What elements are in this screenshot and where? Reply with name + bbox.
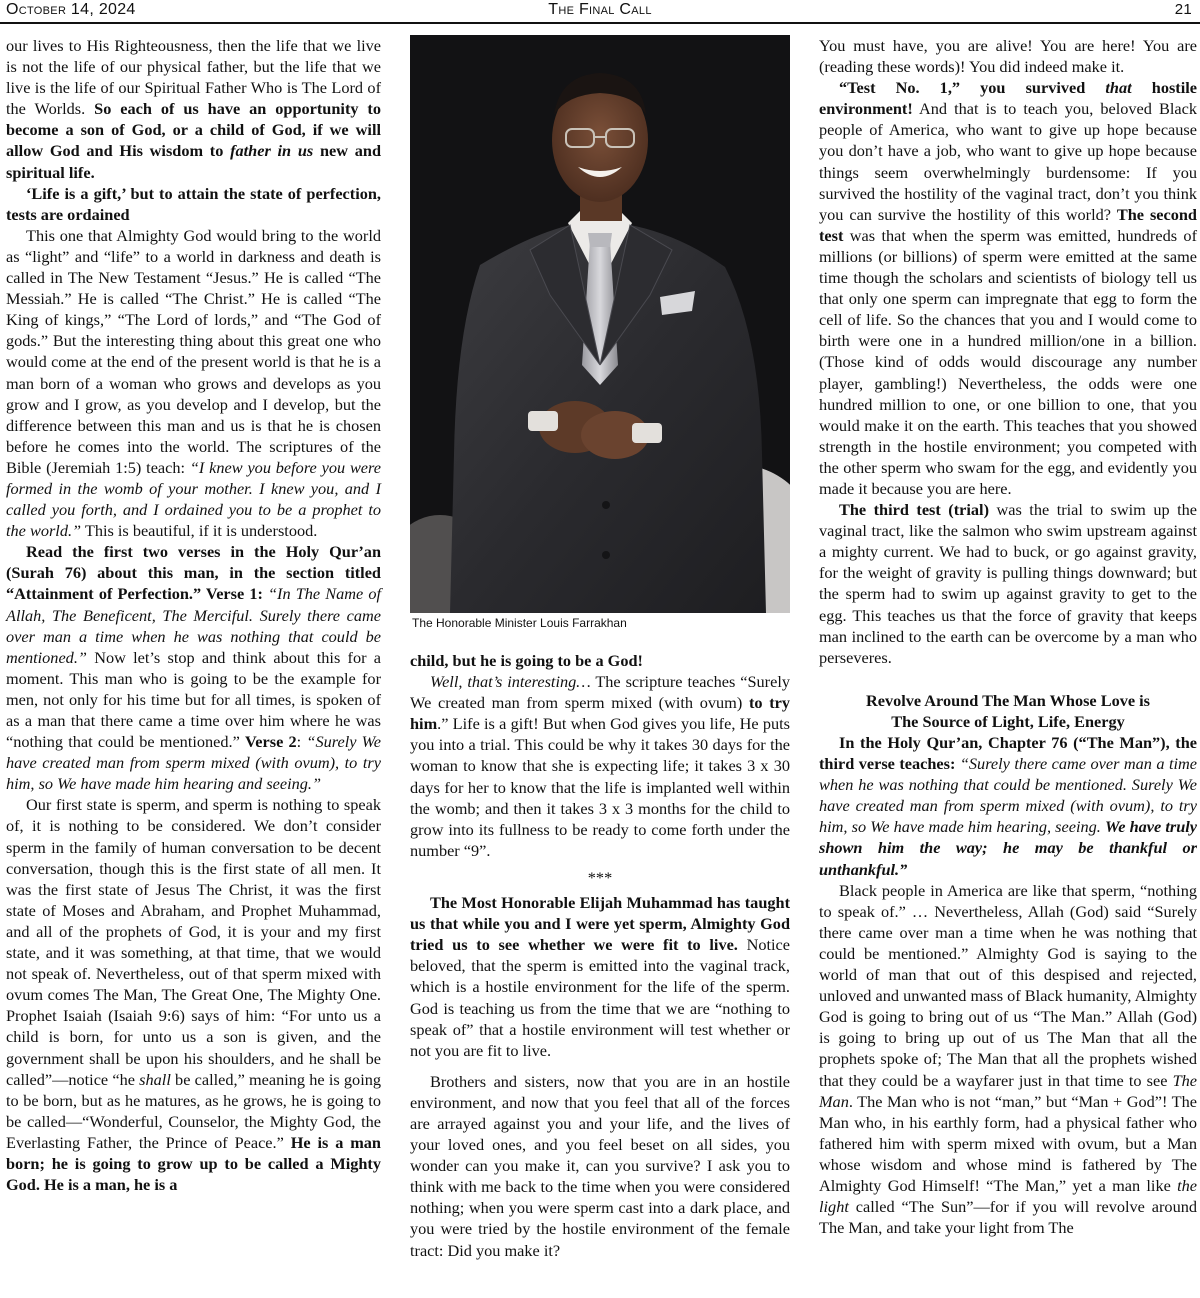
paragraph: Brothers and sisters, now that you are in an hostile environment, and now that you feel that all of the forces are arrayed against you and your life, and the lives of your loved ones, and you feel beset on all sides, you wonder can you make it, can you survive? I ask you to think with me back to the time when you were considered nothing; when you were sperm cast into a dark place, and you were tried by the hostile environment of the female tract: Did you make it? [410,1071,790,1260]
photo-caption: The Honorable Minister Louis Farrakhan [412,616,627,630]
bold-italic-text: that [1105,78,1132,98]
article-column-3 [819,35,1197,1238]
bold-text: to try him [410,693,790,734]
text-run: . The Man who is not “man,” but “Man + God”! The Man who, in his earthly form, had a physical father who fathered him with sperm mixed with ovum, but a Man whose wisdom and whose mind is fathered by The Almighty God Himself! “The Man,” yet a man like [819,1091,1197,1195]
heading-text: ‘Life is a gift,’ but to attain the state of perfection, tests are ordained [6,183,381,224]
bold-text: “Test No. 1,” you survived [839,78,1106,98]
text-run: The scripture teaches “Surely We created man from sperm mixed (with ovum) [410,672,790,713]
section-subhead [819,690,1197,732]
bold-text: The third test (trial) [839,500,989,520]
bold-text: child, but he is going to be a God! [410,651,643,670]
italic-quote: “In The Name of Allah, The Beneficent, The Merciful. Surely there came over man a time when he was nothing that could be mentioned.” [6,584,381,667]
text-run: be called,” meaning he is going to be born, but as he matures, as he grows, he is going to be called—“Wonderful, Counselor, the Mighty God, the Everlasting Father, the Prince of Peace.” [6,1069,382,1152]
italic-quote: “I knew you before you were formed in the womb of your mother. I knew you, and I called you forth, and I ordained you to be a prophet to the world.” [6,457,381,541]
article-column-2 [410,650,790,1261]
subhead-line-1: Revolve Around The Man Whose Love is [865,690,1151,710]
bold-italic-text: father in us [230,141,314,161]
portrait-illustration [410,35,790,613]
text-run: called “The Sun”—for if you will revolve around The Man, and take your light from The [819,1197,1197,1238]
article-column-1 [6,35,381,1195]
section-separator: *** [587,867,613,887]
paragraph [6,225,381,541]
issue-date: October 14, 2024 [6,1,136,18]
section-heading [6,183,381,225]
paragraph [410,892,790,1061]
paragraph [6,541,381,794]
paragraph [6,794,381,1195]
text-run: Notice beloved, that the sperm is emitted into the vaginal track, which is a hostile environment for the life of the sperm. God is teaching us from the time that we are “nothing to speak of” that a hostile environment will test whether or not you are fit to live. [410,935,791,1060]
italic-quote: “Surely there came over man a time when he was nothing that could be mentioned. Surely We have created man from sperm mixed (with ovum), to try him, so We have made him hearing, seeing. [819,754,1197,837]
bold-text: In the Holy Qur’an, Chapter 76 (“The Man”), the third verse teaches: [819,733,1197,774]
page-number: 21 [1174,1,1192,18]
paragraph [410,650,790,671]
text-run: was that when the sperm was emitted, hundreds of millions (or billions) of sperm were emitted at the same time though the scholars and scientists of biology tell us that only one sperm can impregnate that egg to form the cell of life. So the chances that you and I would come to birth were one in a hundred million/one in a billion. (Those kind of odds would discourage any number player, gambling!) Nevertheless, the odds were one hundred million to one, or one billion to one, that you would make it on the earth. This teaches that you showed strength in the hostile environment; you competed with the other sperm who swam for the egg, and evidently you made it because you are here. [819,225,1197,498]
subhead-line-2: The Source of Light, Life, Energy [891,711,1125,731]
paragraph [819,732,1197,880]
bold-text: The Most Honorable Elijah Muhammad has taught us that while you and I were yet sperm, Almighty God tried us to see whether we were fit to live. [410,893,790,955]
text-run: Our first state is sperm, and sperm is nothing to speak of, it is nothing to be considered. We don’t consider sperm in the family of human conversation to be decent conversation, though this is the first state of all men. It was the first state of Jesus The Christ, it was the first state of Moses and Abraham, and Prophet Muhammad, and all of the prophets of God, it is your and my first state, and it was something, at that time, that we would not speak of. Nevertheless, out of that sperm mixed with ovum comes The Man, The Great One, The Mighty One. Prophet Isaiah (Isaiah 9:6) says of him: “For unto us a child is born, for unto us a son is given, and the government shall be upon his shoulders, and he shall be called”—notice “he [6,795,381,1089]
publication-name: The Final Call [548,1,652,18]
bold-text: The second test [819,204,1197,245]
paragraph [410,671,790,861]
text-run: And that is to teach you, beloved Black people of America, who want to give up hope because you don’t have a job, who want to give up hope because things seem overwhelmingly burdensome: If you survived the hostility of the vaginal tract, don’t you think you can survive the hostility of this world? [819,99,1197,224]
text-run: was the trial to swim up the vaginal tract, like the salmon who swim upstream against a mighty current. We had to buck, or go against gravity, for the weight of gravity is pulling things downward; but the sperm had to swim up against gravity to get to the egg. This teaches us that the force of gravity that keeps man inclined to the earth can be overcome by a man who perseveres. [819,500,1198,667]
bold-italic-quote: We have truly shown him the way; he may be thankful or unthankful.” [819,817,1197,879]
text-run: Now let’s stop and think about this for a moment. This man who is going to be the example for men, not only for his time but for all times, is spoken of as a man that there came a time over him where he was “nothing that could be mentioned.” [6,647,381,752]
text-run: This is beautiful, if it is understood. [81,521,318,541]
bold-text: new and spiritual life. [6,141,381,182]
paragraph: You must have, you are alive! You are here! You are (reading these words)! You did indeed make it. [819,36,1197,77]
text-run: our lives to His Righteousness, then the life that we live is not the life of our physical father, but the life that we live is the life of our Spiritual Father Who is The Lord of the Worlds. [6,36,381,119]
text-run: Black people in America are like that sperm, “nothing to speak of.” … Nevertheless, Allah (God) said “Surely there came over man a time when he was nothing that could be mentioned.” Almighty God is saying to the world of man that out of this despised and rejected, unloved and unwanted mass of Black humanity, Almighty God is going to bring out of us “The Man.” Allah (God) is going to bring up out of us The Man that all the prophets spoke of; The Man that all the prophets wished that they could be a wayfarer just in that time to see [819,880,1197,1090]
text-run: : [296,732,307,752]
italic-text: the light [819,1175,1197,1217]
page-header [0,0,1200,24]
italic-quote: “Surely We have created man from sperm mixed (with ovum), to try him, so We have made him hearing and seeing.” [6,732,381,794]
paragraph [819,880,1197,1239]
bold-text: hostile environment! [819,78,1197,119]
text-run: .” Life is a gift! But when God gives you life, He puts you into a trial. This could be why it takes 30 days for the woman to know that she is expecting life; it takes 3 x 30 days for her to know that the life is implanted well within the womb; and then it takes 3 x 3 months for the child to grow into its fullness to be ready to come forth under the number “9”. [410,714,790,860]
paragraph [819,499,1197,668]
italic-text: Well, that’s interesting… [430,672,591,692]
bold-text: He is a man born; he is going to grow up to be called a Mighty God. He is a man, he is a [6,1132,381,1195]
italic-text: shall [139,1069,171,1089]
bold-text: Read the first two verses in the Holy Qur’an (Surah 76) about this man, in the section titled “Attainment of Perfection.” Verse 1: [6,542,381,604]
paragraph [6,35,381,183]
text-run: This one that Almighty God would bring to the world as “light” and “life” to a world in darkness and death is called in The New Testament “Jesus.” He is called “The Messiah.” He is called “The Christ.” He is called “The King of kings,” “The Lord of lords,” and “The God of gods.” But the interesting thing about this great one who would come at the end of the present world is that he is a man born of a woman who grows and develops as you grow and I grow, as you develop and I develop, but the difference between this man and us is that he is chosen before he comes into the world. The scriptures of the Bible (Jeremiah 1:5) teach: [6,225,381,477]
portrait-photo [410,35,790,613]
paragraph [819,77,1197,499]
bold-text: So each of us have an opportunity to become a son of God, or a child of God, if we will allow God and His wisdom to [6,99,381,161]
bold-text: Verse 2 [245,732,297,752]
italic-text: The Man [819,1070,1197,1111]
